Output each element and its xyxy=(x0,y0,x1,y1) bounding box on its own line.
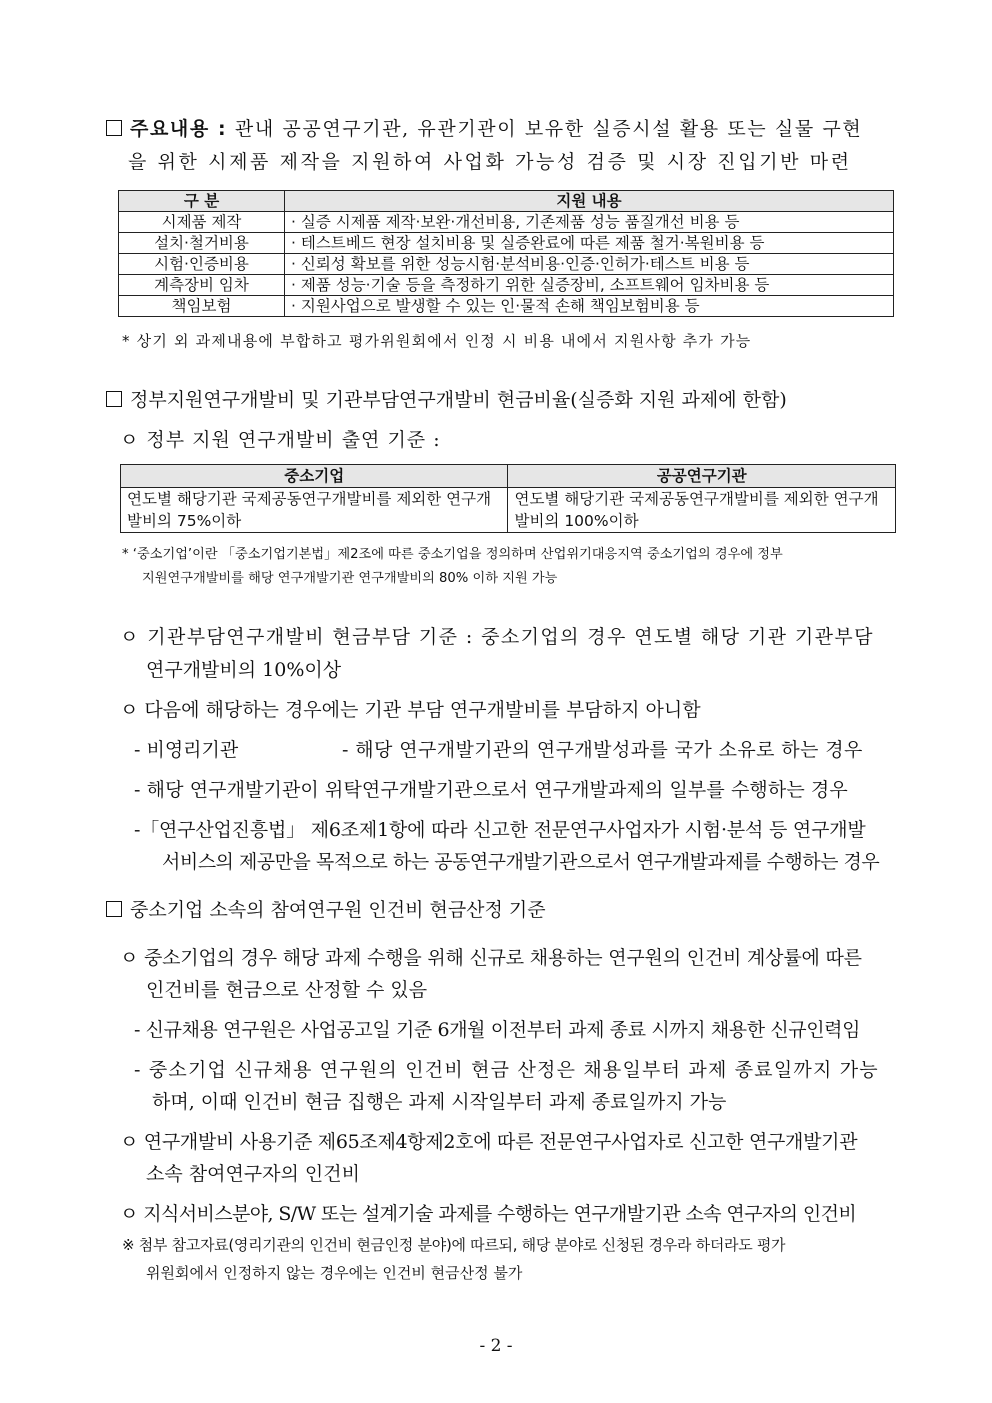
page-number: - 2 - xyxy=(479,1336,513,1356)
funding-header-sme: 중소기업 xyxy=(121,465,508,488)
row-category: 시제품 제작 xyxy=(119,212,285,233)
checkbox-square-icon xyxy=(106,901,122,917)
section3-b2-line-1: ㅇ 연구개발비 사용기준 제65조제4항제2호에 따른 전문연구사업자로 신고한 연구개발기관 xyxy=(120,1131,858,1153)
section2-dash2: - 해당 연구개발기관이 위탁연구개발기관으로서 연구개발과제의 일부를 수행하는 경우 xyxy=(134,779,848,801)
section2-sub3: ㅇ 다음에 해당하는 경우에는 기관 부담 연구개발비를 부담하지 아니함 xyxy=(120,699,701,721)
support-table-note: * 상기 외 과제내용에 부합하고 평가위원회에서 인정 시 비용 내에서 지원사항 추가 가능 xyxy=(122,332,752,350)
funding-header-public: 공공연구기관 xyxy=(508,465,896,488)
section3-note-line-2: 위원회에서 인정하지 않는 경우에는 인건비 현금산정 불가 xyxy=(146,1264,523,1282)
section3-dash2-line-2: 하며, 이때 인건비 현금 집행은 과제 시작일부터 과제 종료일까지 가능 xyxy=(152,1091,727,1113)
support-table xyxy=(118,190,894,317)
section2-sub2-line-1: ㅇ 기관부담연구개발비 현금부담 기준 : 중소기업의 경우 연도별 해당 기관 기관부담 xyxy=(120,626,874,648)
section3-dash1: - 신규채용 연구원은 사업공고일 기준 6개월 이전부터 과제 종료 시까지 채용한 신규인력임 xyxy=(134,1019,861,1041)
section2-dash1-label: - 비영리기관 xyxy=(134,739,239,761)
row-content: · 테스트베드 현장 설치비용 및 실증완료에 따른 제품 철거·복원비용 등 xyxy=(285,233,894,254)
funding-cell-public: 연도별 해당기관 국제공동연구개발비를 제외한 연구개발비의 100%이하 xyxy=(508,488,896,533)
section3-note-line-1: ※ 첨부 참고자료(영리기관의 인건비 현금인정 분야)에 따르되, 해당 분야로 신청된 경우라 하더라도 평가 xyxy=(122,1236,786,1254)
checkbox-square-icon xyxy=(106,391,122,407)
row-content: · 제품 성능·기술 등을 측정하기 위한 실증장비, 소프트웨어 임차비용 등 xyxy=(285,275,894,296)
row-content: · 지원사업으로 발생할 수 있는 인·물적 손해 책임보험비용 등 xyxy=(285,296,894,317)
row-content: · 실증 시제품 제작·보완·개선비용, 기존제품 성능 품질개선 비용 등 xyxy=(285,212,894,233)
row-category: 계측장비 임차 xyxy=(119,275,285,296)
section3-b1-line-1: ㅇ 중소기업의 경우 해당 과제 수행을 위해 신규로 채용하는 연구원의 인건비 계상률에 따른 xyxy=(120,947,862,969)
intro-line-1 xyxy=(106,117,862,141)
support-table-header-content: 지원 내용 xyxy=(285,191,894,212)
section3-title xyxy=(106,898,546,922)
row-category: 설치·철거비용 xyxy=(119,233,285,254)
funding-cell-sme: 연도별 해당기관 국제공동연구개발비를 제외한 연구개발비의 75%이하 xyxy=(121,488,508,533)
intro-line-2: 을 위한 시제품 제작을 지원하여 사업화 가능성 검증 및 시장 진입기반 마련 xyxy=(128,151,852,173)
table-row xyxy=(119,296,894,317)
support-table-header-category: 구 분 xyxy=(119,191,285,212)
funding-table-header xyxy=(121,465,896,488)
section2-note-2: 지원연구개발비를 해당 연구개발기관 연구개발비의 80% 이하 지원 가능 xyxy=(142,571,558,586)
support-table-header xyxy=(119,191,894,212)
table-row xyxy=(119,275,894,296)
table-row xyxy=(119,233,894,254)
section2-sub1: ㅇ 정부 지원 연구개발비 출연 기준 : xyxy=(120,429,441,451)
section2-dash3-line-1: -「연구산업진흥법」 제6조제1항에 따라 신고한 전문연구사업자가 시험·분석 등 연구개발 xyxy=(134,819,866,841)
section2-sub2-line-2: 연구개발비의 10%이상 xyxy=(146,659,342,681)
row-category: 책임보험 xyxy=(119,296,285,317)
funding-table xyxy=(120,464,896,533)
table-row xyxy=(121,488,896,533)
section2-title-text: 정부지원연구개발비 및 기관부담연구개발비 현금비율(실증화 지원 과제에 한함) xyxy=(130,389,787,411)
section3-b3: ㅇ 지식서비스분야, S/W 또는 설계기술 과제를 수행하는 연구개발기관 소속 연구자의 인건비 xyxy=(120,1203,857,1225)
section2-dash1-text: - 해당 연구개발기관의 연구개발성과를 국가 소유로 하는 경우 xyxy=(342,739,863,761)
section2-title xyxy=(106,388,787,412)
section3-title-text: 중소기업 소속의 참여연구원 인건비 현금산정 기준 xyxy=(130,899,546,921)
table-row xyxy=(119,212,894,233)
section2-note-1: * ‘중소기업’이란 「중소기업기본법」제2조에 따른 중소기업을 정의하며 산업위기대응지역 중소기업의 경우에 정부 xyxy=(122,547,783,562)
section2-dash3-line-2: 서비스의 제공만을 목적으로 하는 공동연구개발기관으로서 연구개발과제를 수행하는 경우 xyxy=(162,851,880,873)
table-row xyxy=(119,254,894,275)
row-content: · 신뢰성 확보를 위한 성능시험·분석비용·인증·인허가·테스트 비용 등 xyxy=(285,254,894,275)
checkbox-square-icon xyxy=(106,120,122,136)
section3-b2-line-2: 소속 참여연구자의 인건비 xyxy=(146,1163,360,1185)
section3-dash2-line-1: - 중소기업 신규채용 연구원의 인건비 현금 산정은 채용일부터 과제 종료일까지 가능 xyxy=(134,1059,879,1081)
row-category: 시험·인증비용 xyxy=(119,254,285,275)
intro-label: 주요내용 : xyxy=(130,118,228,140)
section3-b1-line-2: 인건비를 현금으로 산정할 수 있음 xyxy=(146,979,428,1001)
intro-text-1: 관내 공공연구기관, 유관기관이 보유한 실증시설 활용 또는 실물 구현 xyxy=(234,118,863,140)
